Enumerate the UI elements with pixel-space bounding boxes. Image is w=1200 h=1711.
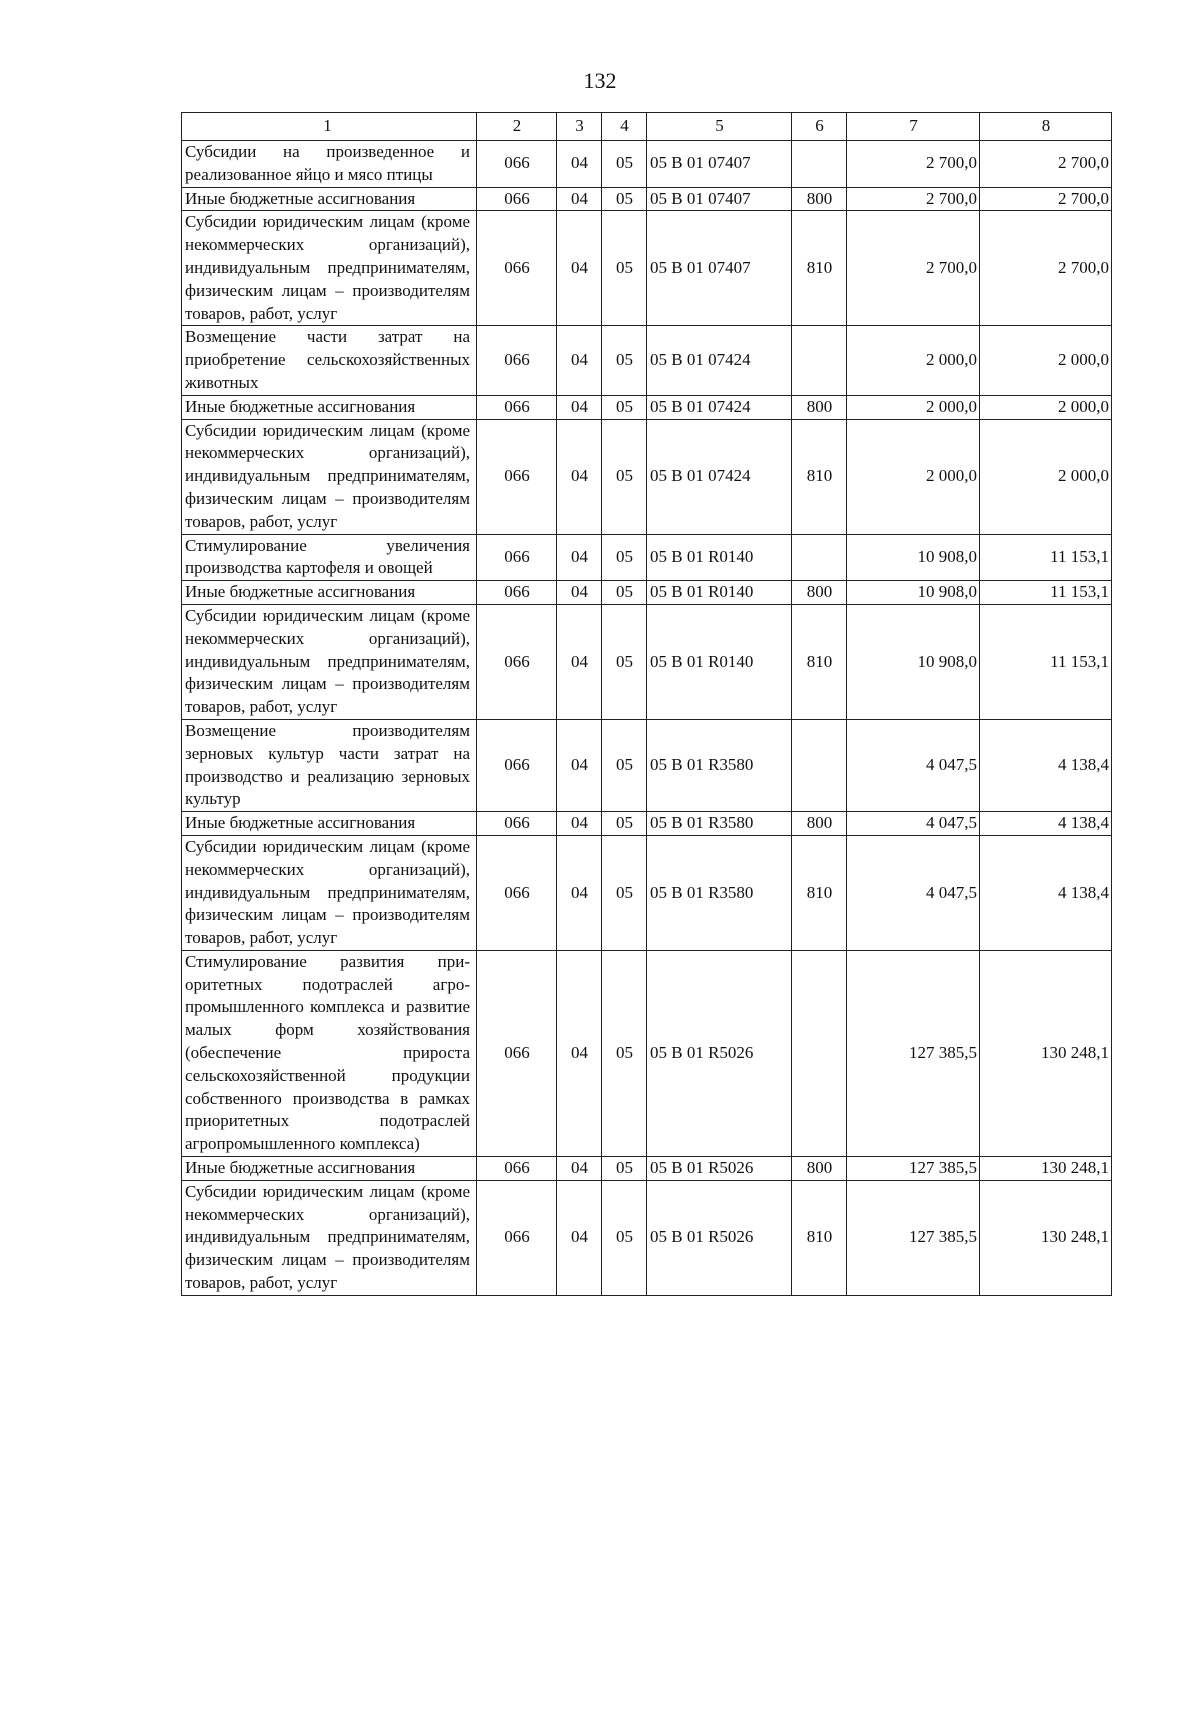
- table-row: [182, 141, 1112, 188]
- row-subsection-cell: 05: [602, 187, 647, 211]
- row-ministry-cell: 066: [477, 211, 557, 326]
- row-amount-cell: 11 153,1: [980, 534, 1112, 581]
- row-name-cell: Субсидии юридическим лицам (кроме некоммерческих организаций), индивидуальным предпринимателям, физическим лицам – производителям товаров, работ, услуг: [182, 835, 477, 950]
- row-expense-type-cell: [792, 950, 847, 1156]
- row-ministry-cell: 066: [477, 419, 557, 534]
- row-section-cell: 04: [557, 604, 602, 719]
- row-expense-type-cell: 800: [792, 395, 847, 419]
- page-number: 132: [583, 68, 617, 93]
- table-row: [182, 1157, 1112, 1181]
- row-ministry-cell: 066: [477, 395, 557, 419]
- row-ministry-cell: 066: [477, 534, 557, 581]
- row-expense-type-cell: 810: [792, 1180, 847, 1295]
- row-amount-cell: 4 047,5: [847, 719, 980, 811]
- row-amount-cell: 2 000,0: [980, 395, 1112, 419]
- row-name-cell: Субсидии юридическим лицам (кроме некоммерческих организаций), индивидуальным предпринимателям, физическим лицам – производителям товаров, работ, услуг: [182, 1180, 477, 1295]
- row-section-cell: 04: [557, 1180, 602, 1295]
- row-amount-cell: 2 700,0: [847, 211, 980, 326]
- header-cell: 7: [847, 113, 980, 141]
- row-name-cell: Субсидии юридическим лицам (кроме некоммерческих организаций), индивидуальным предпринимателям, физическим лицам – производителям товаров, работ, услуг: [182, 604, 477, 719]
- row-amount-cell: 2 700,0: [980, 187, 1112, 211]
- row-name-cell: Иные бюджетные ассигнования: [182, 812, 477, 836]
- table-row: [182, 419, 1112, 534]
- row-target-article-cell: 05 В 01 R5026: [647, 950, 792, 1156]
- header-cell: 8: [980, 113, 1112, 141]
- row-subsection-cell: 05: [602, 812, 647, 836]
- row-expense-type-cell: [792, 534, 847, 581]
- row-amount-cell: 2 700,0: [847, 141, 980, 188]
- table-row: [182, 812, 1112, 836]
- row-expense-type-cell: [792, 326, 847, 395]
- row-name-cell: Возмещение производителям зерновых культур части затрат на производство и реализацию зерновых культур: [182, 719, 477, 811]
- row-ministry-cell: 066: [477, 950, 557, 1156]
- row-ministry-cell: 066: [477, 326, 557, 395]
- row-amount-cell: 2 700,0: [847, 187, 980, 211]
- table-row: [182, 534, 1112, 581]
- row-amount-cell: 2 000,0: [980, 326, 1112, 395]
- row-expense-type-cell: [792, 141, 847, 188]
- row-amount-cell: 4 047,5: [847, 835, 980, 950]
- row-subsection-cell: 05: [602, 211, 647, 326]
- row-name-cell: Иные бюджетные ассигнования: [182, 395, 477, 419]
- row-section-cell: 04: [557, 395, 602, 419]
- row-target-article-cell: 05 В 01 07424: [647, 326, 792, 395]
- row-subsection-cell: 05: [602, 395, 647, 419]
- row-ministry-cell: 066: [477, 604, 557, 719]
- row-section-cell: 04: [557, 950, 602, 1156]
- header-cell: 4: [602, 113, 647, 141]
- row-name-cell: Возмещение части затрат на приобретение сельскохозяйственных животных: [182, 326, 477, 395]
- row-expense-type-cell: 800: [792, 812, 847, 836]
- row-target-article-cell: 05 В 01 R0140: [647, 604, 792, 719]
- row-amount-cell: 2 000,0: [847, 326, 980, 395]
- row-subsection-cell: 05: [602, 604, 647, 719]
- row-subsection-cell: 05: [602, 835, 647, 950]
- header-cell: 6: [792, 113, 847, 141]
- row-amount-cell: 4 138,4: [980, 812, 1112, 836]
- row-amount-cell: 130 248,1: [980, 950, 1112, 1156]
- row-name-cell: Субсидии юридическим лицам (кроме некоммерческих организаций), индивидуальным предпринимателям, физическим лицам – производителям товаров, работ, услуг: [182, 211, 477, 326]
- row-target-article-cell: 05 В 01 07407: [647, 141, 792, 188]
- row-ministry-cell: 066: [477, 187, 557, 211]
- row-amount-cell: 127 385,5: [847, 950, 980, 1156]
- row-section-cell: 04: [557, 187, 602, 211]
- row-subsection-cell: 05: [602, 534, 647, 581]
- row-section-cell: 04: [557, 419, 602, 534]
- row-subsection-cell: 05: [602, 581, 647, 605]
- row-amount-cell: 10 908,0: [847, 534, 980, 581]
- budget-table: [181, 112, 1112, 1296]
- row-amount-cell: 130 248,1: [980, 1157, 1112, 1181]
- header-cell: 2: [477, 113, 557, 141]
- row-amount-cell: 127 385,5: [847, 1157, 980, 1181]
- row-amount-cell: 2 700,0: [980, 211, 1112, 326]
- row-expense-type-cell: [792, 719, 847, 811]
- row-target-article-cell: 05 В 01 07424: [647, 395, 792, 419]
- row-name-cell: Субсидии юридическим лицам (кроме некоммерческих организаций), индивидуальным предпринимателям, физическим лицам – производителям товаров, работ, услуг: [182, 419, 477, 534]
- row-ministry-cell: 066: [477, 1180, 557, 1295]
- row-amount-cell: 4 047,5: [847, 812, 980, 836]
- row-section-cell: 04: [557, 1157, 602, 1181]
- table-row: [182, 950, 1112, 1156]
- row-target-article-cell: 05 В 01 R3580: [647, 812, 792, 836]
- row-ministry-cell: 066: [477, 581, 557, 605]
- row-target-article-cell: 05 В 01 07424: [647, 419, 792, 534]
- row-subsection-cell: 05: [602, 719, 647, 811]
- row-amount-cell: 130 248,1: [980, 1180, 1112, 1295]
- table-header-row: [182, 113, 1112, 141]
- row-ministry-cell: 066: [477, 719, 557, 811]
- row-name-cell: Иные бюджетные ассигнования: [182, 1157, 477, 1181]
- row-target-article-cell: 05 В 01 07407: [647, 211, 792, 326]
- table-row: [182, 326, 1112, 395]
- row-amount-cell: 2 000,0: [847, 395, 980, 419]
- row-subsection-cell: 05: [602, 419, 647, 534]
- row-name-cell: Стимулирование развития приоритетных подотраслей агропромышленного комплекса и развитие малых форм хозяйствования (обеспечение прироста сельскохозяйственной продукции собственного производства в рамках приоритетных подотраслей агропромышленного комплекса): [182, 950, 477, 1156]
- row-name-cell: Иные бюджетные ассигнования: [182, 187, 477, 211]
- row-section-cell: 04: [557, 534, 602, 581]
- row-expense-type-cell: 810: [792, 211, 847, 326]
- row-target-article-cell: 05 В 01 07407: [647, 187, 792, 211]
- row-section-cell: 04: [557, 141, 602, 188]
- row-amount-cell: 127 385,5: [847, 1180, 980, 1295]
- table-row: [182, 835, 1112, 950]
- header-cell: 5: [647, 113, 792, 141]
- row-expense-type-cell: 810: [792, 604, 847, 719]
- row-amount-cell: 2 000,0: [847, 419, 980, 534]
- row-amount-cell: 11 153,1: [980, 604, 1112, 719]
- table-row: [182, 187, 1112, 211]
- row-name-cell: Субсидии на произведенное и реализованное яйцо и мясо птицы: [182, 141, 477, 188]
- row-target-article-cell: 05 В 01 R0140: [647, 534, 792, 581]
- row-ministry-cell: 066: [477, 1157, 557, 1181]
- row-name-cell: Иные бюджетные ассигнования: [182, 581, 477, 605]
- row-expense-type-cell: 810: [792, 419, 847, 534]
- row-ministry-cell: 066: [477, 141, 557, 188]
- table-row: [182, 395, 1112, 419]
- row-subsection-cell: 05: [602, 141, 647, 188]
- table-row: [182, 604, 1112, 719]
- row-amount-cell: 4 138,4: [980, 835, 1112, 950]
- row-target-article-cell: 05 В 01 R5026: [647, 1157, 792, 1181]
- table-row: [182, 211, 1112, 326]
- row-expense-type-cell: 800: [792, 187, 847, 211]
- table-row: [182, 581, 1112, 605]
- row-ministry-cell: 066: [477, 835, 557, 950]
- row-section-cell: 04: [557, 812, 602, 836]
- header-cell: 1: [182, 113, 477, 141]
- row-ministry-cell: 066: [477, 812, 557, 836]
- row-target-article-cell: 05 В 01 R5026: [647, 1180, 792, 1295]
- row-subsection-cell: 05: [602, 326, 647, 395]
- row-expense-type-cell: 800: [792, 581, 847, 605]
- table-row: [182, 1180, 1112, 1295]
- row-name-cell: Стимулирование увеличения производства картофеля и овощей: [182, 534, 477, 581]
- row-section-cell: 04: [557, 211, 602, 326]
- row-subsection-cell: 05: [602, 1157, 647, 1181]
- row-amount-cell: 10 908,0: [847, 604, 980, 719]
- row-expense-type-cell: 810: [792, 835, 847, 950]
- row-subsection-cell: 05: [602, 1180, 647, 1295]
- row-section-cell: 04: [557, 581, 602, 605]
- row-amount-cell: 10 908,0: [847, 581, 980, 605]
- row-target-article-cell: 05 В 01 R0140: [647, 581, 792, 605]
- row-amount-cell: 2 000,0: [980, 419, 1112, 534]
- header-cell: 3: [557, 113, 602, 141]
- row-section-cell: 04: [557, 835, 602, 950]
- row-amount-cell: 11 153,1: [980, 581, 1112, 605]
- row-amount-cell: 4 138,4: [980, 719, 1112, 811]
- row-section-cell: 04: [557, 326, 602, 395]
- row-target-article-cell: 05 В 01 R3580: [647, 719, 792, 811]
- table-row: [182, 719, 1112, 811]
- row-target-article-cell: 05 В 01 R3580: [647, 835, 792, 950]
- row-subsection-cell: 05: [602, 950, 647, 1156]
- row-amount-cell: 2 700,0: [980, 141, 1112, 188]
- row-expense-type-cell: 800: [792, 1157, 847, 1181]
- row-section-cell: 04: [557, 719, 602, 811]
